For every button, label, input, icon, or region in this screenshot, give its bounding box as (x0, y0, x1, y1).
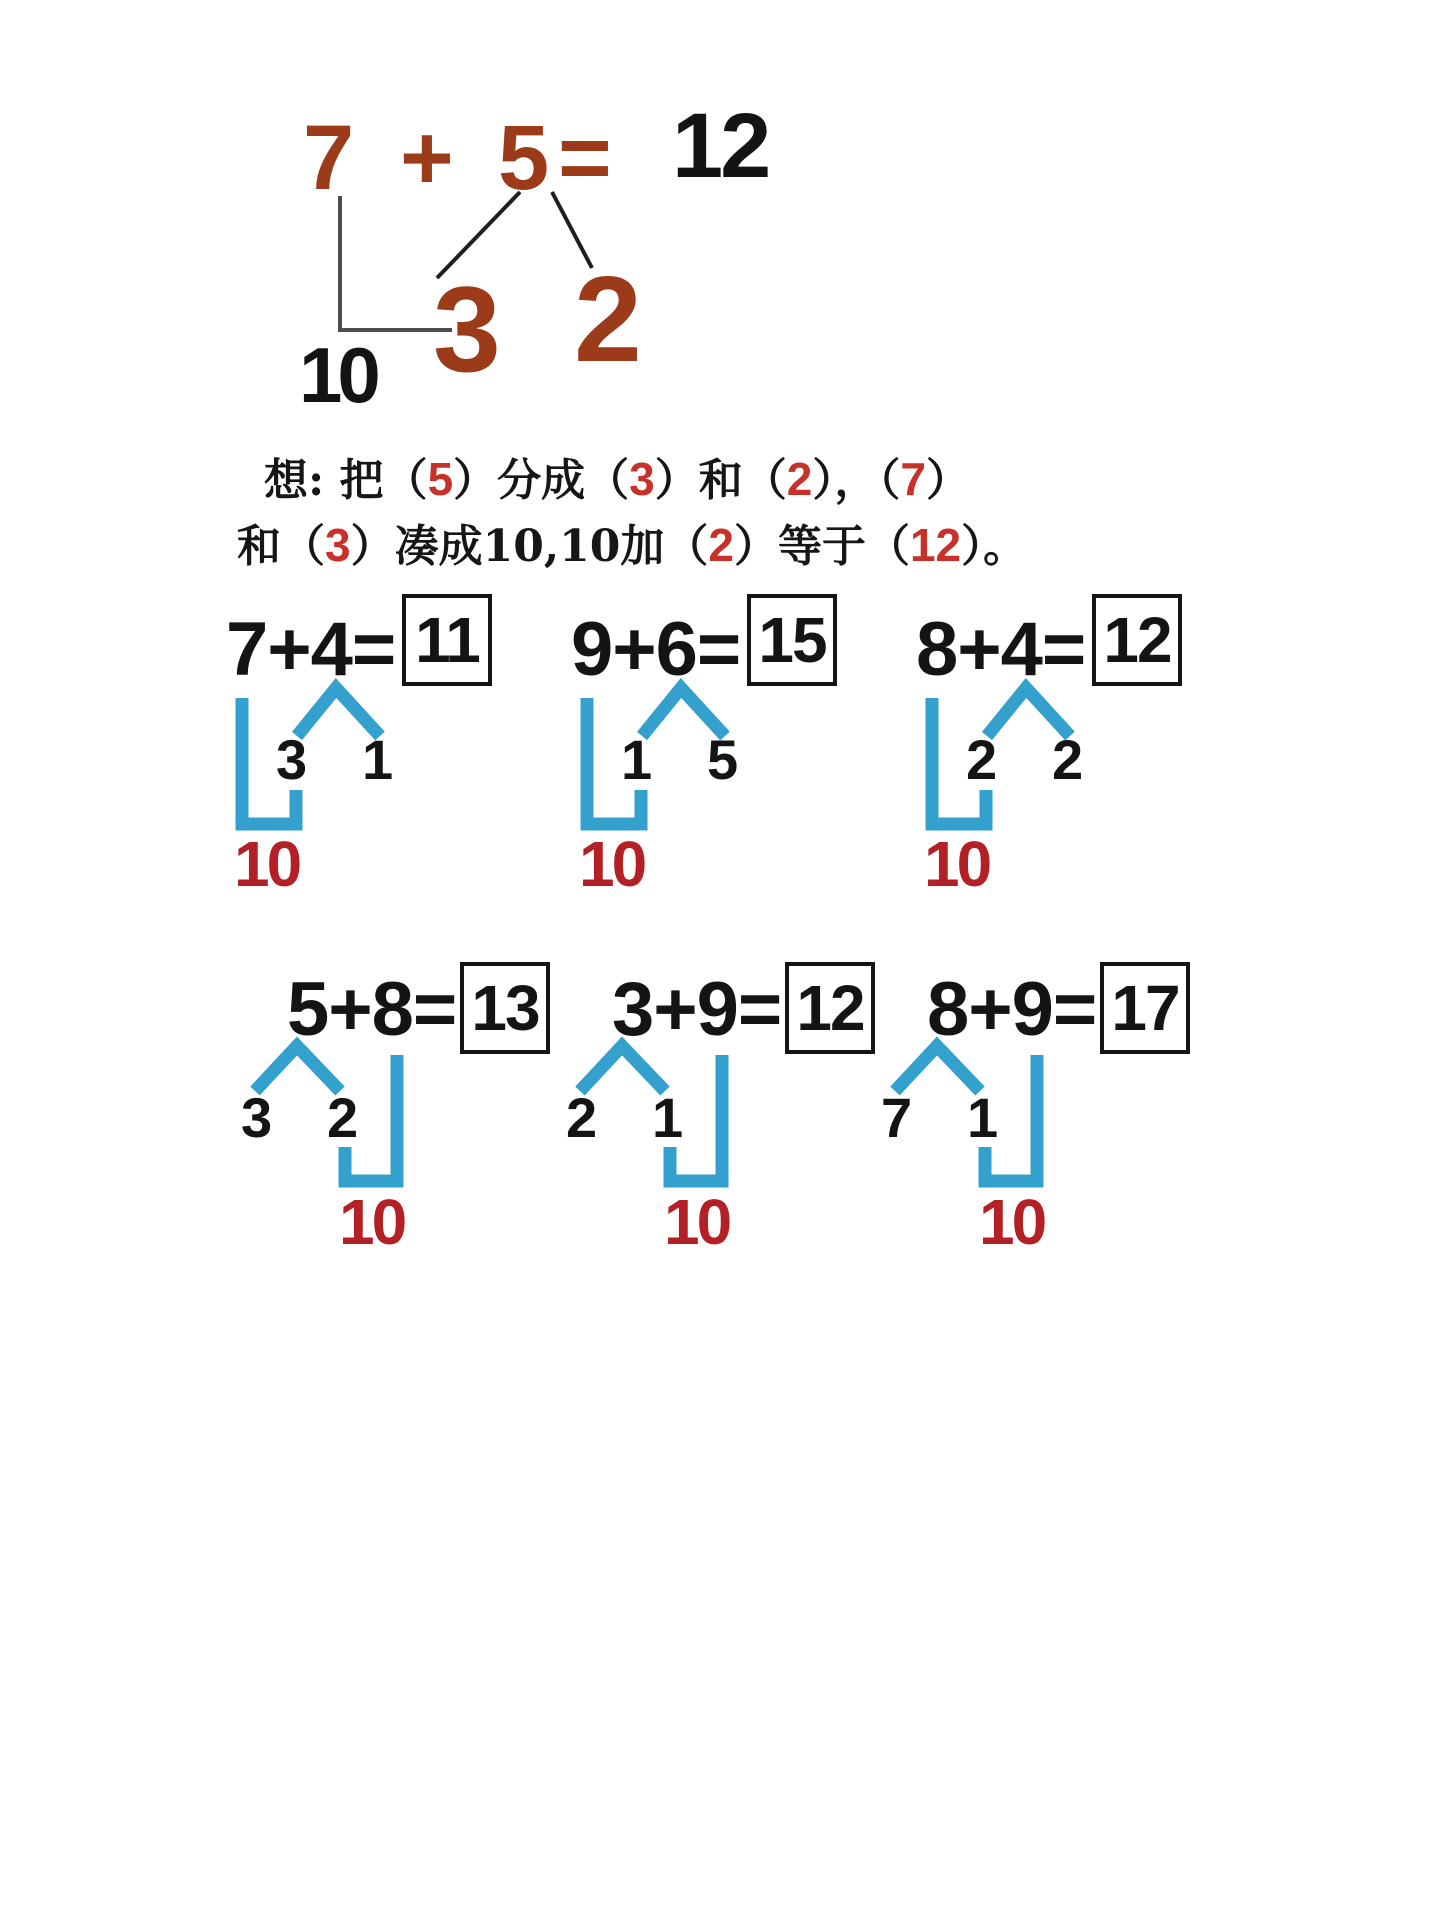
ten-label: 10 (924, 828, 990, 900)
split-part-left: 2 (566, 1086, 598, 1149)
hint-number: 3 (325, 519, 351, 571)
split-part-left: 7 (881, 1086, 913, 1149)
hint-segment: 和（ (237, 521, 325, 572)
hint-number: 2 (708, 519, 734, 571)
example-split-right: 2 (574, 251, 642, 387)
hint-segment: ）和（ (654, 455, 787, 506)
answer-box: 15 (747, 594, 837, 686)
hint-segment: 想: 把（ (264, 455, 428, 506)
hint-number: 7 (900, 453, 926, 505)
split-part-left: 3 (241, 1086, 273, 1149)
split-caret-icon (580, 1046, 665, 1091)
answer-box: 11 (402, 594, 492, 686)
example-ten-label: 10 (299, 331, 376, 419)
hint-segment: ） (925, 455, 970, 506)
ten-label: 10 (664, 1186, 730, 1258)
ten-label: 10 (979, 1186, 1045, 1258)
problem-5 (530, 960, 864, 1270)
hint-line-2 (237, 518, 1027, 574)
hint-line-1 (264, 452, 970, 508)
split-part-right: 2 (1052, 728, 1084, 791)
hint-segment: ）分成（ (453, 455, 630, 506)
ten-label: 10 (339, 1186, 405, 1258)
problem-expression: 8+9= (927, 967, 1097, 1052)
problem-3 (880, 600, 1200, 910)
split-part-left: 3 (276, 728, 308, 791)
answer-box: 13 (460, 962, 550, 1054)
split-part-right: 1 (362, 728, 394, 791)
example-split-left: 3 (433, 261, 501, 397)
split-part-right: 2 (327, 1086, 359, 1149)
example-plus-sign: + (400, 107, 454, 209)
example-equals-sign: = (558, 107, 612, 209)
split-caret-icon (255, 1046, 340, 1091)
split-part-right: 1 (652, 1086, 684, 1149)
problem-expression: 9+6= (571, 607, 741, 692)
split-caret-icon (895, 1046, 980, 1091)
split-part-right: 5 (707, 728, 739, 791)
example-sum: 12 (672, 95, 769, 197)
problem-6 (845, 960, 1179, 1270)
problem-expression: 5+8= (287, 967, 457, 1052)
answer-box: 12 (1092, 594, 1182, 686)
example-addend-2: 5 (498, 107, 550, 209)
problem-expression: 8+4= (916, 607, 1086, 692)
hint-number: 2 (786, 453, 813, 505)
answer-box: 17 (1100, 962, 1190, 1054)
ten-label: 10 (579, 828, 645, 900)
answer-box: 12 (785, 962, 875, 1054)
hint-number: 5 (427, 453, 454, 505)
hint-number: 12 (909, 519, 962, 571)
problem-expression: 3+9= (612, 967, 782, 1052)
problem-2 (535, 600, 855, 910)
ten-label: 10 (234, 828, 300, 900)
hint-segment: ），（ (812, 455, 901, 506)
problem-4 (205, 960, 539, 1270)
split-part-left: 2 (966, 728, 998, 791)
hint-number: 3 (629, 453, 655, 505)
hint-segment: ）凑成10,10加（ (350, 521, 709, 572)
hint-segment: ）等于（ (733, 521, 910, 572)
example-addend-1: 7 (303, 107, 355, 209)
hint-segment: ）。 (961, 521, 1028, 572)
split-part-left: 1 (621, 728, 653, 791)
problem-expression: 7+4= (226, 607, 396, 692)
split-part-right: 1 (967, 1086, 999, 1149)
problem-1 (190, 600, 510, 910)
